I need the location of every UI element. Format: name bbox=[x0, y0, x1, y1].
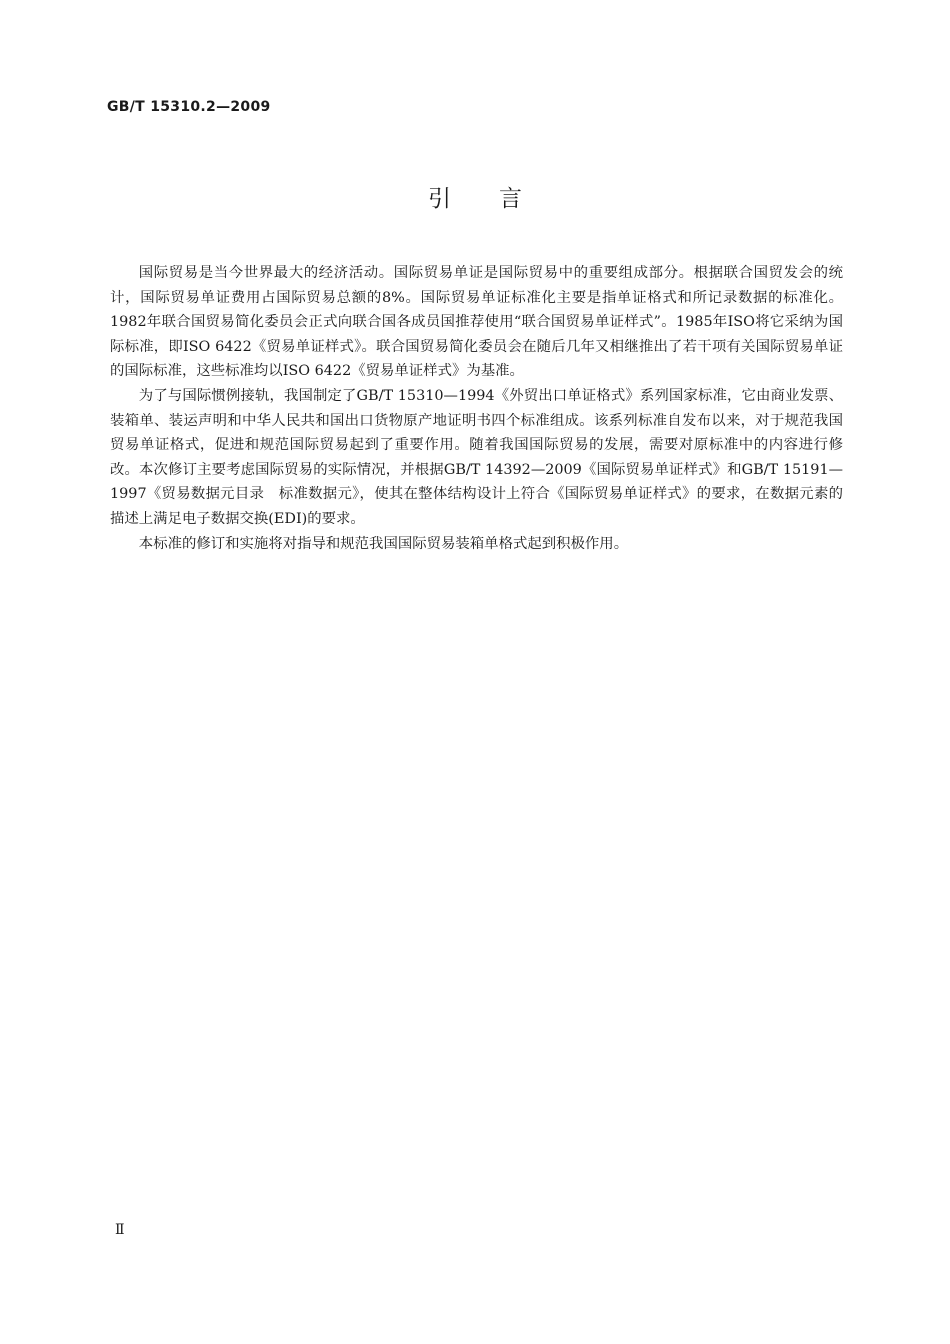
page-number: Ⅱ bbox=[115, 1222, 125, 1238]
section-title: 引言 bbox=[428, 186, 570, 212]
paragraph-2: 为了与国际惯例接轨，我国制定了GB/T 15310—1994《外贸出口单证格式》系列国家标准，它由商业发票、装箱单、装运声明和中华人民共和国出口货物原产地证明书四个标准组成。该系列标准自发布以来，对于规范我国贸易单证格式，促进和规范国际贸易起到了重要作用。随着我国国际贸易的发展，需要对原标准中的内容进行修改。本次修订主要考虑国际贸易的实际情况，并根据GB/T 14392—2009《国际贸易单证样式》和GB/T 15191—1997《贸易数据元目录 标准数据元》，使其在整体结构设计上符合《国际贸易单证样式》的要求，在数据元素的描述上满足电子数据交换(EDI)的要求。 bbox=[110, 387, 843, 527]
paragraph-1: 国际贸易是当今世界最大的经济活动。国际贸易单证是国际贸易中的重要组成部分。根据联合国贸发会的统计，国际贸易单证费用占国际贸易总额的8%。国际贸易单证标准化主要是指单证格式和所记录数据的标准化。1982年联合国贸易简化委员会正式向联合国各成员国推荐使用“联合国贸易单证样式”。1985年ISO将它采纳为国际标准，即ISO 6422《贸易单证样式》。联合国贸易简化委员会在随后几年又相继推出了若干项有关国际贸易单证的国际标准，这些标准均以ISO 6422《贸易单证样式》为基准。 bbox=[110, 265, 843, 380]
paragraph-3: 本标准的修订和实施将对指导和规范我国国际贸易装箱单格式起到积极作用。 bbox=[138, 535, 629, 552]
introduction-body bbox=[110, 261, 843, 556]
standard-number: GB/T 15310.2—2009 bbox=[107, 99, 271, 115]
